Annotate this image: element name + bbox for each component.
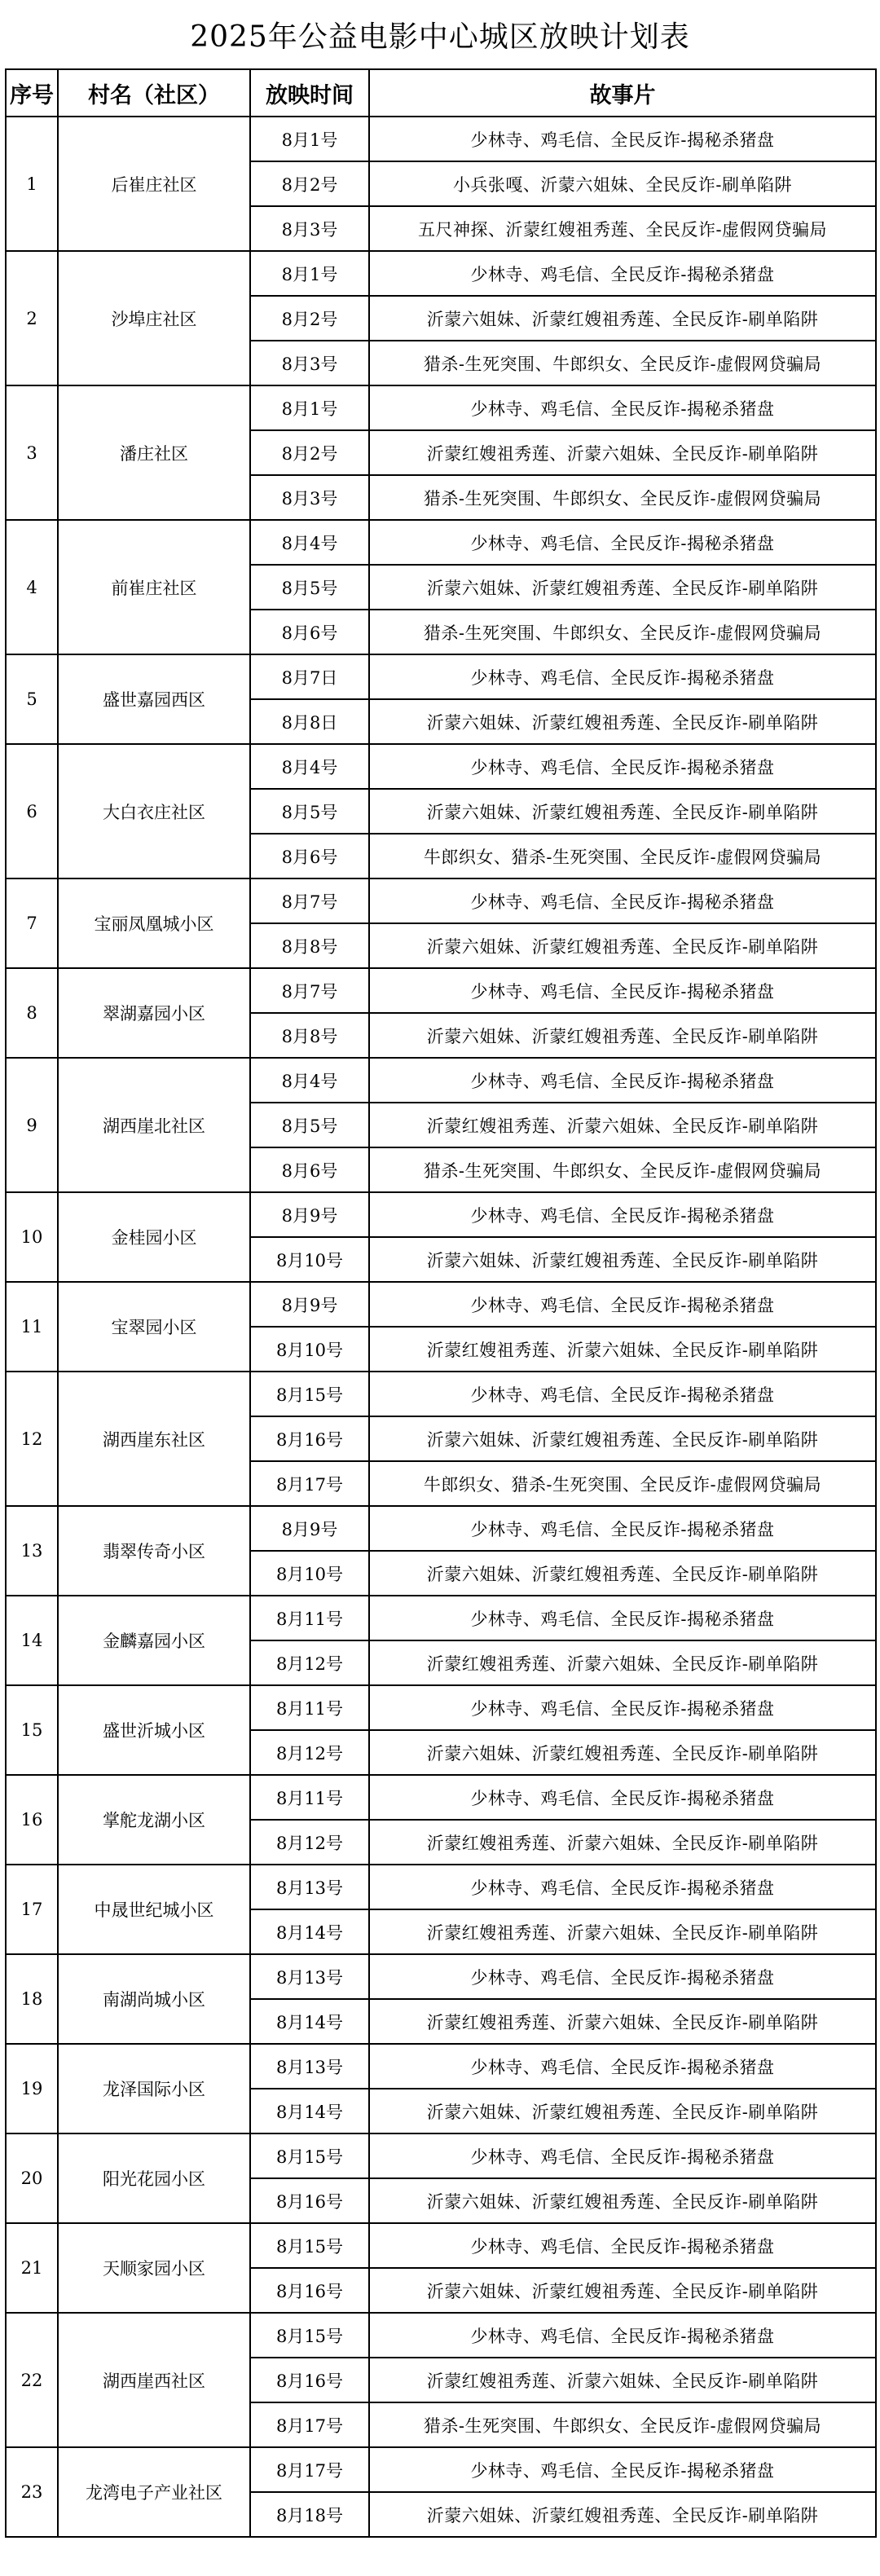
film-list: 少林寺、鸡毛信、全民反诈-揭秘杀猪盘 bbox=[369, 2044, 876, 2089]
screening-date: 8月12号 bbox=[250, 1820, 369, 1865]
film-list: 少林寺、鸡毛信、全民反诈-揭秘杀猪盘 bbox=[369, 2223, 876, 2268]
row-index: 2 bbox=[6, 251, 58, 385]
table-row bbox=[6, 520, 876, 565]
screening-date: 8月16号 bbox=[250, 2358, 369, 2402]
film-list: 少林寺、鸡毛信、全民反诈-揭秘杀猪盘 bbox=[369, 1685, 876, 1730]
film-list: 沂蒙红嫂祖秀莲、沂蒙六姐妹、全民反诈-刷单陷阱 bbox=[369, 1640, 876, 1685]
community-name: 阳光花园小区 bbox=[58, 2133, 250, 2223]
row-index: 13 bbox=[6, 1506, 58, 1596]
film-list: 沂蒙六姐妹、沂蒙红嫂祖秀莲、全民反诈-刷单陷阱 bbox=[369, 1730, 876, 1775]
film-list: 少林寺、鸡毛信、全民反诈-揭秘杀猪盘 bbox=[369, 1192, 876, 1237]
screening-date: 8月10号 bbox=[250, 1327, 369, 1372]
film-list: 沂蒙六姐妹、沂蒙红嫂祖秀莲、全民反诈-刷单陷阱 bbox=[369, 789, 876, 834]
film-list: 猎杀-生死突围、牛郎织女、全民反诈-虚假网贷骗局 bbox=[369, 1147, 876, 1192]
community-name: 金桂园小区 bbox=[58, 1192, 250, 1282]
community-name: 后崔庄社区 bbox=[58, 117, 250, 251]
screening-date: 8月17号 bbox=[250, 2402, 369, 2447]
row-index: 5 bbox=[6, 654, 58, 744]
table-row bbox=[6, 878, 876, 923]
film-list: 少林寺、鸡毛信、全民反诈-揭秘杀猪盘 bbox=[369, 1596, 876, 1640]
table-row bbox=[6, 2044, 876, 2089]
screening-date: 8月12号 bbox=[250, 1730, 369, 1775]
community-name: 湖西崖北社区 bbox=[58, 1058, 250, 1192]
screening-date: 8月13号 bbox=[250, 1954, 369, 1999]
screening-date: 8月15号 bbox=[250, 2223, 369, 2268]
screening-date: 8月14号 bbox=[250, 1909, 369, 1954]
row-index: 1 bbox=[6, 117, 58, 251]
row-index: 6 bbox=[6, 744, 58, 878]
table-row bbox=[6, 1954, 876, 1999]
film-list: 猎杀-生死突围、牛郎织女、全民反诈-虚假网贷骗局 bbox=[369, 475, 876, 520]
screening-date: 8月14号 bbox=[250, 1999, 369, 2044]
row-index: 11 bbox=[6, 1282, 58, 1372]
table-row bbox=[6, 1775, 876, 1820]
screening-date: 8月6号 bbox=[250, 610, 369, 654]
screening-date: 8月15号 bbox=[250, 1372, 369, 1416]
film-list: 少林寺、鸡毛信、全民反诈-揭秘杀猪盘 bbox=[369, 1372, 876, 1416]
film-list: 猎杀-生死突围、牛郎织女、全民反诈-虚假网贷骗局 bbox=[369, 2402, 876, 2447]
table-row bbox=[6, 2313, 876, 2358]
table-row bbox=[6, 251, 876, 296]
table-row bbox=[6, 654, 876, 699]
screening-date: 8月5号 bbox=[250, 789, 369, 834]
screening-date: 8月4号 bbox=[250, 520, 369, 565]
screening-date: 8月5号 bbox=[250, 565, 369, 610]
community-name: 天顺家园小区 bbox=[58, 2223, 250, 2313]
table-row bbox=[6, 117, 876, 161]
row-index: 9 bbox=[6, 1058, 58, 1192]
table-row bbox=[6, 1685, 876, 1730]
screening-date: 8月1号 bbox=[250, 251, 369, 296]
schedule-body bbox=[6, 117, 876, 2537]
screening-date: 8月2号 bbox=[250, 430, 369, 475]
table-row bbox=[6, 1282, 876, 1327]
header-row bbox=[6, 69, 876, 117]
film-list: 沂蒙六姐妹、沂蒙红嫂祖秀莲、全民反诈-刷单陷阱 bbox=[369, 1416, 876, 1461]
screening-date: 8月18号 bbox=[250, 2492, 369, 2537]
film-list: 沂蒙六姐妹、沂蒙红嫂祖秀莲、全民反诈-刷单陷阱 bbox=[369, 2268, 876, 2313]
community-name: 湖西崖东社区 bbox=[58, 1372, 250, 1506]
row-index: 12 bbox=[6, 1372, 58, 1506]
row-index: 21 bbox=[6, 2223, 58, 2313]
screening-date: 8月4号 bbox=[250, 744, 369, 789]
screening-date: 8月3号 bbox=[250, 206, 369, 251]
film-list: 沂蒙红嫂祖秀莲、沂蒙六姐妹、全民反诈-刷单陷阱 bbox=[369, 1327, 876, 1372]
screening-date: 8月1号 bbox=[250, 117, 369, 161]
film-list: 牛郎织女、猎杀-生死突围、全民反诈-虚假网贷骗局 bbox=[369, 834, 876, 878]
table-row bbox=[6, 385, 876, 430]
community-name: 翡翠传奇小区 bbox=[58, 1506, 250, 1596]
screening-date: 8月15号 bbox=[250, 2133, 369, 2178]
table-row bbox=[6, 1372, 876, 1416]
screening-date: 8月8日 bbox=[250, 699, 369, 744]
film-list: 沂蒙六姐妹、沂蒙红嫂祖秀莲、全民反诈-刷单陷阱 bbox=[369, 2089, 876, 2133]
screening-date: 8月8号 bbox=[250, 1013, 369, 1058]
community-name: 宝丽凤凰城小区 bbox=[58, 878, 250, 968]
schedule-table bbox=[5, 68, 877, 2538]
community-name: 大白衣庄社区 bbox=[58, 744, 250, 878]
table-row bbox=[6, 2223, 876, 2268]
film-list: 沂蒙红嫂祖秀莲、沂蒙六姐妹、全民反诈-刷单陷阱 bbox=[369, 1999, 876, 2044]
screening-date: 8月9号 bbox=[250, 1282, 369, 1327]
header-films: 故事片 bbox=[369, 69, 876, 117]
film-list: 猎杀-生死突围、牛郎织女、全民反诈-虚假网贷骗局 bbox=[369, 610, 876, 654]
screening-date: 8月6号 bbox=[250, 1147, 369, 1192]
film-list: 沂蒙红嫂祖秀莲、沂蒙六姐妹、全民反诈-刷单陷阱 bbox=[369, 1909, 876, 1954]
screening-date: 8月1号 bbox=[250, 385, 369, 430]
film-list: 猎杀-生死突围、牛郎织女、全民反诈-虚假网贷骗局 bbox=[369, 341, 876, 385]
screening-date: 8月17号 bbox=[250, 2447, 369, 2492]
row-index: 8 bbox=[6, 968, 58, 1058]
film-list: 少林寺、鸡毛信、全民反诈-揭秘杀猪盘 bbox=[369, 1506, 876, 1551]
row-index: 16 bbox=[6, 1775, 58, 1865]
table-row bbox=[6, 968, 876, 1013]
screening-date: 8月11号 bbox=[250, 1685, 369, 1730]
table-row bbox=[6, 1865, 876, 1909]
table-row bbox=[6, 744, 876, 789]
row-index: 15 bbox=[6, 1685, 58, 1775]
community-name: 龙泽国际小区 bbox=[58, 2044, 250, 2133]
page-title: 2025年公益电影中心城区放映计划表 bbox=[190, 20, 690, 54]
table-row bbox=[6, 2133, 876, 2178]
film-list: 沂蒙六姐妹、沂蒙红嫂祖秀莲、全民反诈-刷单陷阱 bbox=[369, 699, 876, 744]
film-list: 少林寺、鸡毛信、全民反诈-揭秘杀猪盘 bbox=[369, 1282, 876, 1327]
row-index: 10 bbox=[6, 1192, 58, 1282]
screening-date: 8月3号 bbox=[250, 341, 369, 385]
screening-date: 8月2号 bbox=[250, 161, 369, 206]
community-name: 金麟嘉园小区 bbox=[58, 1596, 250, 1685]
row-index: 7 bbox=[6, 878, 58, 968]
film-list: 少林寺、鸡毛信、全民反诈-揭秘杀猪盘 bbox=[369, 2313, 876, 2358]
film-list: 沂蒙六姐妹、沂蒙红嫂祖秀莲、全民反诈-刷单陷阱 bbox=[369, 1237, 876, 1282]
screening-date: 8月10号 bbox=[250, 1237, 369, 1282]
film-list: 沂蒙六姐妹、沂蒙红嫂祖秀莲、全民反诈-刷单陷阱 bbox=[369, 923, 876, 968]
header-time: 放映时间 bbox=[250, 69, 369, 117]
screening-date: 8月16号 bbox=[250, 1416, 369, 1461]
film-list: 沂蒙红嫂祖秀莲、沂蒙六姐妹、全民反诈-刷单陷阱 bbox=[369, 430, 876, 475]
community-name: 盛世嘉园西区 bbox=[58, 654, 250, 744]
community-name: 前崔庄社区 bbox=[58, 520, 250, 654]
row-index: 19 bbox=[6, 2044, 58, 2133]
table-row bbox=[6, 1506, 876, 1551]
screening-date: 8月17号 bbox=[250, 1461, 369, 1506]
header-index: 序号 bbox=[6, 69, 58, 117]
film-list: 少林寺、鸡毛信、全民反诈-揭秘杀猪盘 bbox=[369, 1954, 876, 1999]
screening-date: 8月3号 bbox=[250, 475, 369, 520]
film-list: 五尺神探、沂蒙红嫂祖秀莲、全民反诈-虚假网贷骗局 bbox=[369, 206, 876, 251]
screening-date: 8月6号 bbox=[250, 834, 369, 878]
film-list: 沂蒙六姐妹、沂蒙红嫂祖秀莲、全民反诈-刷单陷阱 bbox=[369, 2492, 876, 2537]
community-name: 沙埠庄社区 bbox=[58, 251, 250, 385]
screening-date: 8月7日 bbox=[250, 654, 369, 699]
film-list: 沂蒙六姐妹、沂蒙红嫂祖秀莲、全民反诈-刷单陷阱 bbox=[369, 565, 876, 610]
film-list: 少林寺、鸡毛信、全民反诈-揭秘杀猪盘 bbox=[369, 744, 876, 789]
community-name: 南湖尚城小区 bbox=[58, 1954, 250, 2044]
community-name: 潘庄社区 bbox=[58, 385, 250, 520]
community-name: 龙湾电子产业社区 bbox=[58, 2447, 250, 2537]
screening-date: 8月7号 bbox=[250, 878, 369, 923]
community-name: 盛世沂城小区 bbox=[58, 1685, 250, 1775]
film-list: 沂蒙红嫂祖秀莲、沂蒙六姐妹、全民反诈-刷单陷阱 bbox=[369, 2358, 876, 2402]
screening-date: 8月9号 bbox=[250, 1506, 369, 1551]
film-list: 少林寺、鸡毛信、全民反诈-揭秘杀猪盘 bbox=[369, 1775, 876, 1820]
screening-date: 8月10号 bbox=[250, 1551, 369, 1596]
row-index: 4 bbox=[6, 520, 58, 654]
screening-date: 8月2号 bbox=[250, 296, 369, 341]
film-list: 少林寺、鸡毛信、全民反诈-揭秘杀猪盘 bbox=[369, 2133, 876, 2178]
film-list: 沂蒙红嫂祖秀莲、沂蒙六姐妹、全民反诈-刷单陷阱 bbox=[369, 1820, 876, 1865]
film-list: 少林寺、鸡毛信、全民反诈-揭秘杀猪盘 bbox=[369, 117, 876, 161]
film-list: 沂蒙六姐妹、沂蒙红嫂祖秀莲、全民反诈-刷单陷阱 bbox=[369, 296, 876, 341]
film-list: 沂蒙红嫂祖秀莲、沂蒙六姐妹、全民反诈-刷单陷阱 bbox=[369, 1103, 876, 1147]
community-name: 湖西崖西社区 bbox=[58, 2313, 250, 2447]
film-list: 少林寺、鸡毛信、全民反诈-揭秘杀猪盘 bbox=[369, 385, 876, 430]
community-name: 中晟世纪城小区 bbox=[58, 1865, 250, 1954]
screening-date: 8月9号 bbox=[250, 1192, 369, 1237]
row-index: 20 bbox=[6, 2133, 58, 2223]
community-name: 翠湖嘉园小区 bbox=[58, 968, 250, 1058]
film-list: 少林寺、鸡毛信、全民反诈-揭秘杀猪盘 bbox=[369, 520, 876, 565]
screening-date: 8月15号 bbox=[250, 2313, 369, 2358]
table-row bbox=[6, 1596, 876, 1640]
screening-date: 8月16号 bbox=[250, 2268, 369, 2313]
screening-date: 8月13号 bbox=[250, 1865, 369, 1909]
community-name: 宝翠园小区 bbox=[58, 1282, 250, 1372]
film-list: 少林寺、鸡毛信、全民反诈-揭秘杀猪盘 bbox=[369, 2447, 876, 2492]
screening-date: 8月8号 bbox=[250, 923, 369, 968]
film-list: 小兵张嘎、沂蒙六姐妹、全民反诈-刷单陷阱 bbox=[369, 161, 876, 206]
table-row bbox=[6, 1058, 876, 1103]
film-list: 沂蒙六姐妹、沂蒙红嫂祖秀莲、全民反诈-刷单陷阱 bbox=[369, 1013, 876, 1058]
community-name: 掌舵龙湖小区 bbox=[58, 1775, 250, 1865]
screening-date: 8月4号 bbox=[250, 1058, 369, 1103]
row-index: 18 bbox=[6, 1954, 58, 2044]
screening-date: 8月7号 bbox=[250, 968, 369, 1013]
film-list: 牛郎织女、猎杀-生死突围、全民反诈-虚假网贷骗局 bbox=[369, 1461, 876, 1506]
screening-date: 8月14号 bbox=[250, 2089, 369, 2133]
film-list: 沂蒙六姐妹、沂蒙红嫂祖秀莲、全民反诈-刷单陷阱 bbox=[369, 1551, 876, 1596]
table-row bbox=[6, 1192, 876, 1237]
screening-date: 8月11号 bbox=[250, 1596, 369, 1640]
film-list: 少林寺、鸡毛信、全民反诈-揭秘杀猪盘 bbox=[369, 251, 876, 296]
row-index: 14 bbox=[6, 1596, 58, 1685]
screening-date: 8月11号 bbox=[250, 1775, 369, 1820]
film-list: 少林寺、鸡毛信、全民反诈-揭秘杀猪盘 bbox=[369, 654, 876, 699]
screening-date: 8月5号 bbox=[250, 1103, 369, 1147]
table-row bbox=[6, 2447, 876, 2492]
row-index: 22 bbox=[6, 2313, 58, 2447]
screening-date: 8月13号 bbox=[250, 2044, 369, 2089]
film-list: 少林寺、鸡毛信、全民反诈-揭秘杀猪盘 bbox=[369, 878, 876, 923]
row-index: 3 bbox=[6, 385, 58, 520]
header-community: 村名（社区） bbox=[58, 69, 250, 117]
screening-date: 8月12号 bbox=[250, 1640, 369, 1685]
row-index: 17 bbox=[6, 1865, 58, 1954]
row-index: 23 bbox=[6, 2447, 58, 2537]
screening-date: 8月16号 bbox=[250, 2178, 369, 2223]
film-list: 少林寺、鸡毛信、全民反诈-揭秘杀猪盘 bbox=[369, 1058, 876, 1103]
film-list: 少林寺、鸡毛信、全民反诈-揭秘杀猪盘 bbox=[369, 1865, 876, 1909]
film-list: 少林寺、鸡毛信、全民反诈-揭秘杀猪盘 bbox=[369, 968, 876, 1013]
film-list: 沂蒙六姐妹、沂蒙红嫂祖秀莲、全民反诈-刷单陷阱 bbox=[369, 2178, 876, 2223]
